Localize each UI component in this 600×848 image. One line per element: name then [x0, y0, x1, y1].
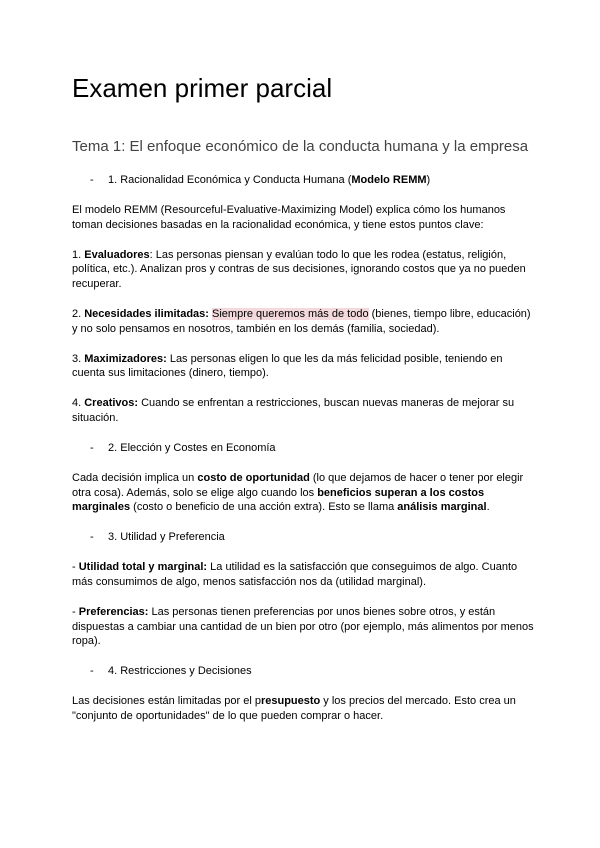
section-1-heading: - 1. Racionalidad Económica y Conducta Humana (Modelo REMM)	[90, 174, 431, 186]
section-3-heading: - 3. Utilidad y Preferencia	[90, 531, 225, 544]
bullet-dash: -	[90, 531, 94, 544]
section-2-heading: - 2. Elección y Costes en Economía	[90, 441, 276, 454]
section-1-item-evaluadores: 1. Evaluadores: Las personas piensan y evalúan todo lo que les rodea (estatus, religión, política, etc.). Analizan pros y contras de sus decisiones, ignorando costos que ya no pueden recuperar.	[72, 248, 526, 291]
section-3-item-preferencias: - Preferencias: Las personas tienen preferencias por unos bienes sobre otros, y están dispuestas a cambiar una cantidad de un bien por otro (por ejemplo, más alimentos por menos ropa).	[72, 605, 534, 648]
document-title: Examen primer parcial	[72, 73, 333, 103]
section-3-item-utilidad: - Utilidad total y marginal: La utilidad es la satisfacción que conseguimos de algo. Cuanto más consumimos de algo, menos satisfacción nos da (utilidad marginal).	[72, 561, 518, 588]
section-2-paragraph: Cada decisión implica un costo de oportunidad (lo que dejamos de hacer o tener por elegir otra cosa). Además, solo se elige algo cuando los beneficios superan a los costos marginales (costo o beneficio de una acción extra). Esto se llama análisis marginal.	[72, 471, 524, 514]
bullet-dash: -	[90, 174, 94, 186]
bullet-dash: -	[90, 665, 94, 678]
section-1-item-maximizadores: 3. Maximizadores: Las personas eligen lo que les da más felicidad posible, teniendo en cuenta sus limitaciones (dinero, tiempo).	[72, 352, 503, 380]
section-4-paragraph: Las decisiones están limitadas por el presupuesto y los precios del mercado. Esto crea un "conjunto de oportunidades" de lo que pueden comprar o hacer.	[72, 695, 516, 722]
section-1-item-creativos: 4. Creativos: Cuando se enfrentan a restricciones, buscan nuevas maneras de mejorar su situación.	[72, 397, 515, 424]
section-4-heading: - 4. Restricciones y Decisiones	[90, 665, 252, 678]
bullet-dash: -	[90, 441, 94, 454]
section-1-item-necesidades: 2. Necesidades ilimitadas: Siempre queremos más de todo (bienes, tiempo libre, educación) y no solo pensamos en nosotros, también en los demás (familia, sociedad).	[72, 307, 531, 335]
section-1-intro: El modelo REMM (Resourceful-Evaluative-Maximizing Model) explica cómo los humanos toman decisiones basadas en la racionalidad económica, y tiene estos puntos clave:	[72, 204, 506, 231]
document-subtitle: Tema 1: El enfoque económico de la conducta humana y la empresa	[72, 138, 529, 155]
document-body	[72, 72, 536, 739]
highlighted-text: Siempre queremos más de todo	[212, 307, 369, 320]
